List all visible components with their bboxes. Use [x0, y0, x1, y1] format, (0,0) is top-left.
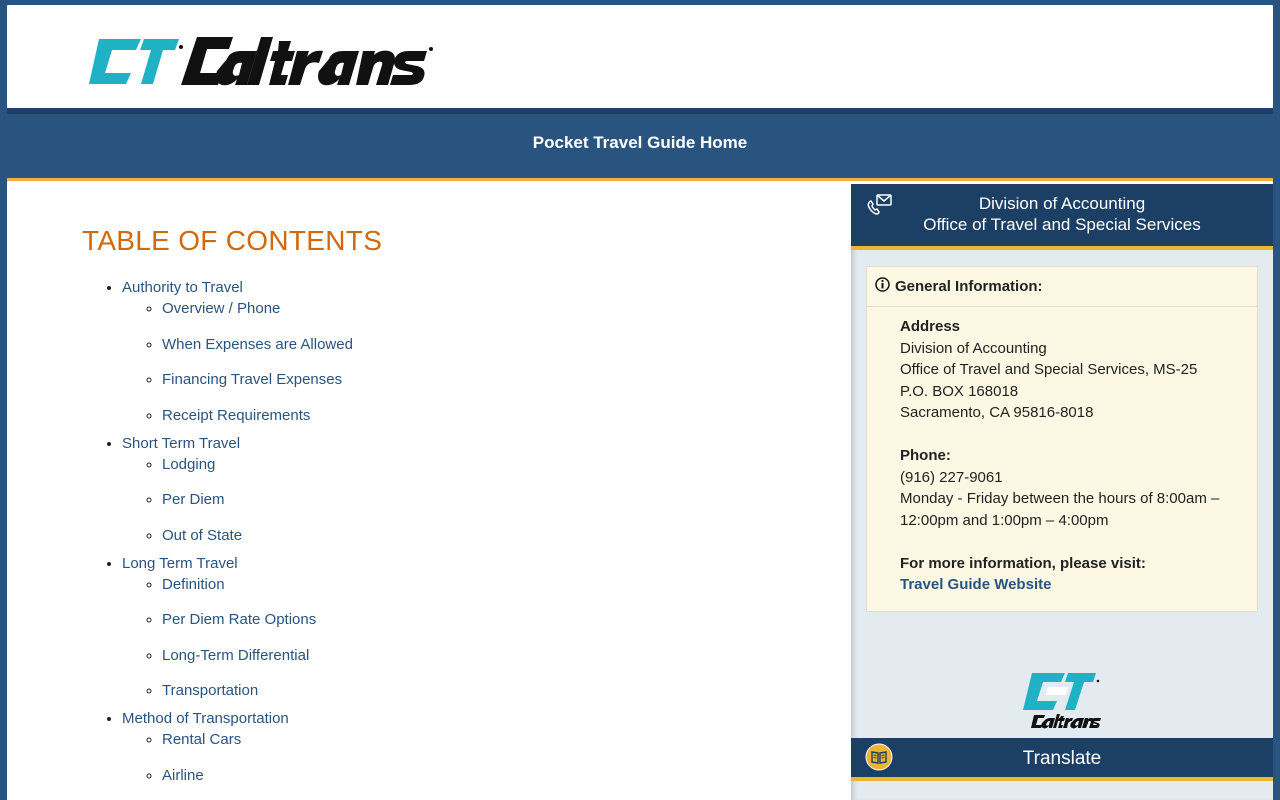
- caltrans-small-logo: [1023, 671, 1101, 736]
- toc-sublist: [162, 454, 822, 546]
- toc-subitem: [162, 489, 822, 510]
- toc-link-short-term-travel[interactable]: Short Term Travel: [122, 434, 241, 452]
- address-line: Sacramento, CA 95816-8018: [900, 404, 1094, 421]
- toc-subitem: [162, 298, 822, 319]
- main-content: [7, 184, 851, 800]
- toc-title: TABLE OF CONTENTS: [82, 225, 383, 256]
- office-hours: Monday - Friday between the hours of 8:00am – 12:00pm and 1:00pm – 4:00pm: [900, 490, 1220, 529]
- spacer: [900, 424, 1240, 446]
- toc-sublist: [162, 574, 822, 702]
- toc-subitem: [162, 609, 822, 630]
- phone-label: Phone:: [900, 447, 951, 464]
- toc-link-per-diem[interactable]: Per Diem: [162, 491, 225, 508]
- toc-subitem: [162, 729, 822, 750]
- translate-label: Translate: [1022, 748, 1102, 769]
- address-line: P.O. BOX 168018: [900, 382, 1019, 400]
- top-navbar: [7, 114, 1273, 181]
- translate-bar[interactable]: [851, 738, 1273, 781]
- toc-subitem: [162, 765, 822, 786]
- table-of-contents: [122, 277, 822, 793]
- toc-subitem: [162, 680, 822, 701]
- toc-link-long-term-travel[interactable]: Long Term Travel: [122, 554, 238, 572]
- toc-section: [122, 708, 822, 786]
- address-label: Address: [900, 318, 961, 335]
- info-icon: [875, 277, 890, 296]
- sidebar: [851, 184, 1273, 800]
- toc-link-lodging[interactable]: Lodging: [162, 455, 216, 473]
- toc-link-transportation[interactable]: Transportation: [162, 682, 259, 699]
- phone-number: (916) 227-9061: [900, 468, 1003, 486]
- general-info-title: General Information:: [895, 278, 1043, 295]
- toc-link-authority-to-travel[interactable]: Authority to Travel: [122, 279, 243, 296]
- toc-link-overview-phone[interactable]: Overview / Phone: [162, 300, 281, 317]
- toc-subitem: [162, 525, 822, 546]
- toc-sublist: [162, 729, 822, 786]
- toc-section: [122, 553, 822, 702]
- general-info-body: [900, 316, 1240, 596]
- toc-subitem: [162, 334, 822, 355]
- toc-subitem: [162, 454, 822, 475]
- sidebar-heading-division: Division of Accounting: [978, 194, 1146, 213]
- general-info-header: [867, 267, 1257, 307]
- general-info-panel: [866, 266, 1258, 612]
- toc-link-out-of-state[interactable]: Out of State: [162, 526, 243, 544]
- site-header: [7, 5, 1273, 108]
- spacer: [900, 531, 1240, 553]
- toc-link-financing-travel-expenses[interactable]: Financing Travel Expenses: [162, 371, 343, 388]
- toc-link-definition[interactable]: Definition: [162, 575, 225, 593]
- toc-link-when-expenses-allowed[interactable]: When Expenses are Allowed: [162, 335, 353, 353]
- more-info-label: For more information, please visit:: [900, 554, 1146, 572]
- sidebar-heading: [851, 184, 1273, 250]
- toc-sublist: [162, 298, 822, 426]
- toc-subitem: [162, 405, 822, 426]
- sidebar-heading-office: Office of Travel and Special Services: [923, 215, 1201, 234]
- caltrans-logo[interactable]: [89, 35, 434, 94]
- toc-link-per-diem-rate-options[interactable]: Per Diem Rate Options: [162, 611, 317, 628]
- toc-section: [122, 277, 822, 426]
- toc-subitem: [162, 369, 822, 390]
- toc-section: [122, 433, 822, 546]
- address-line: Division of Accounting: [900, 339, 1047, 357]
- address-line: Office of Travel and Special Services, MS-25: [900, 361, 1198, 378]
- toc-link-receipt-requirements[interactable]: Receipt Requirements: [162, 406, 311, 424]
- toc-subitem: [162, 645, 822, 666]
- pocket-travel-guide-home-link[interactable]: Pocket Travel Guide Home: [532, 133, 748, 152]
- toc-link-long-term-differential[interactable]: Long-Term Differential: [162, 646, 310, 664]
- page: [7, 5, 1273, 800]
- toc-link-method-of-transportation[interactable]: Method of Transportation: [122, 710, 289, 727]
- toc-link-rental-cars[interactable]: Rental Cars: [162, 731, 242, 748]
- toc-subitem: [162, 574, 822, 595]
- toc-link-airline[interactable]: Airline: [162, 766, 204, 784]
- travel-guide-website-link[interactable]: Travel Guide Website: [900, 576, 1052, 593]
